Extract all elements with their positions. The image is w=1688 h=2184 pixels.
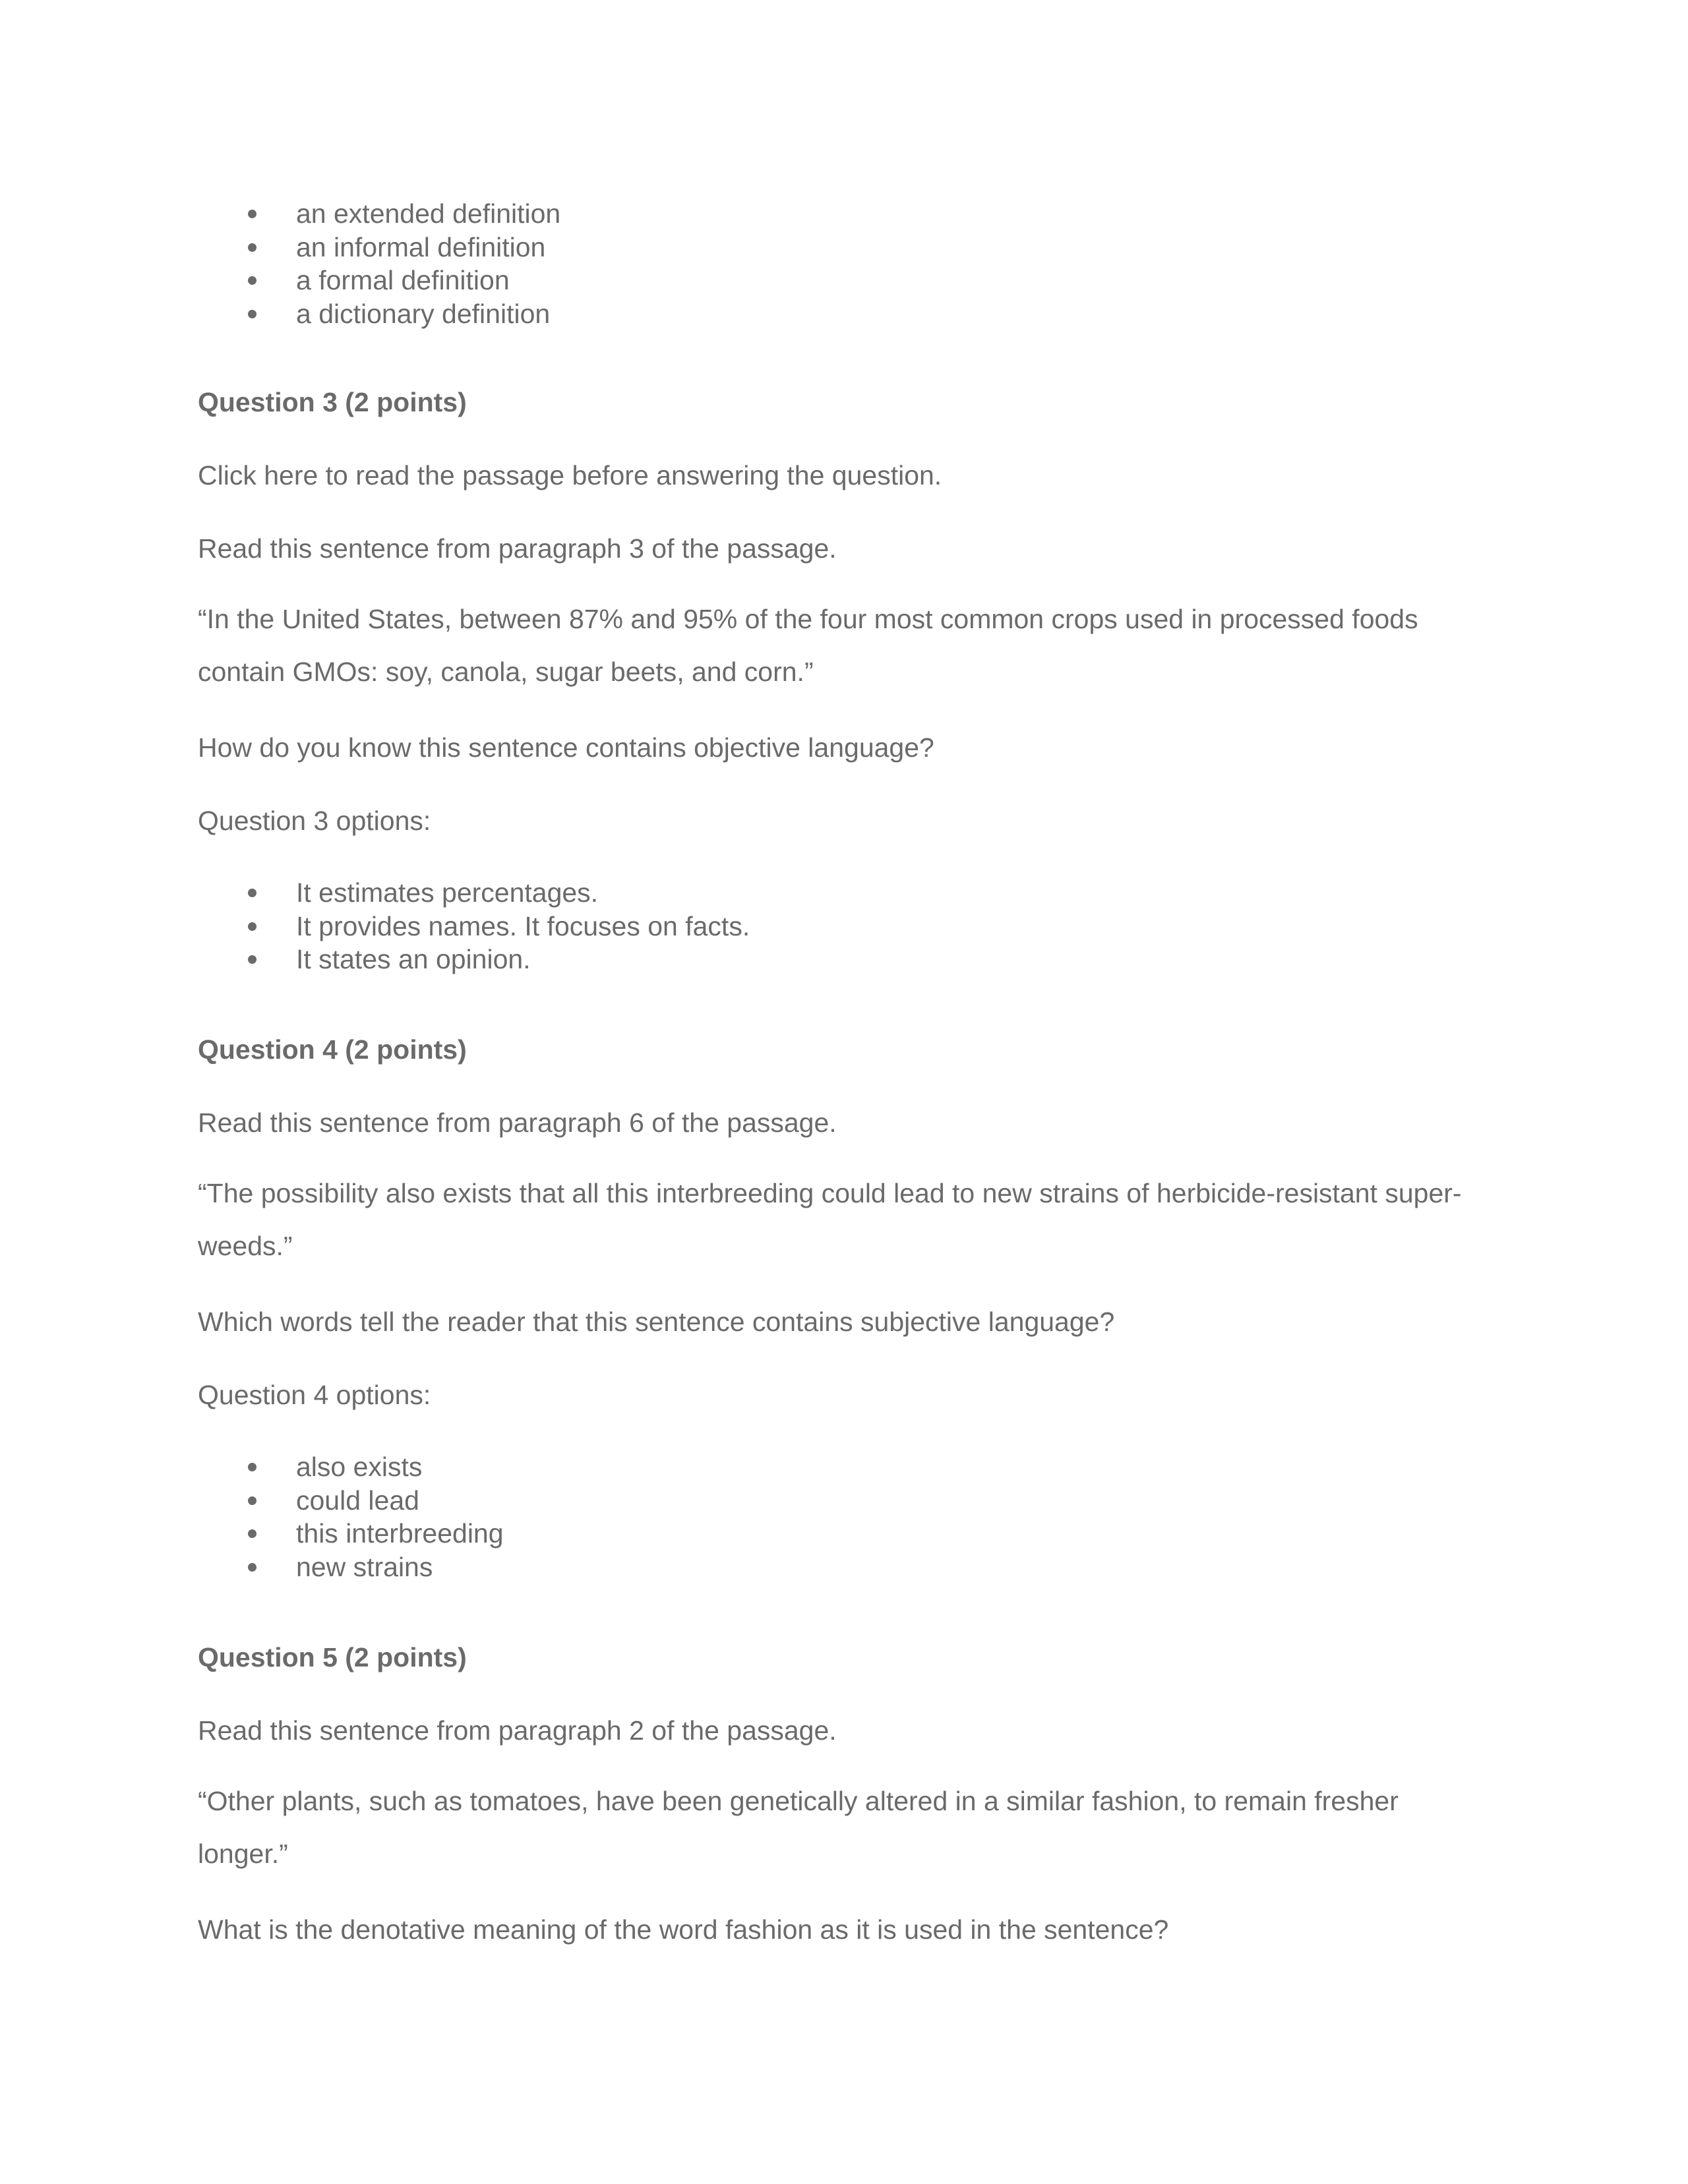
- bullet-icon: [248, 210, 256, 218]
- question-3-options-label: Question 3 options:: [198, 806, 431, 836]
- question-5-quote: “Other plants, such as tomatoes, have been genetically altered in a similar fashion, to remain fresher longer.”: [198, 1786, 1399, 1869]
- option-item[interactable]: It estimates percentages.: [198, 877, 750, 910]
- bullet-icon: [248, 310, 256, 318]
- option-item[interactable]: It states an opinion.: [198, 943, 750, 977]
- question-5-prompt: What is the denotative meaning of the word fashion as it is used in the sentence?: [198, 1914, 1169, 1945]
- question-4-prompt: Which words tell the reader that this sentence contains subjective language?: [198, 1307, 1115, 1337]
- bullet-icon: [248, 955, 256, 964]
- bullet-icon: [248, 889, 256, 897]
- bullet-icon: [248, 1563, 256, 1572]
- question-5-heading: Question 5 (2 points): [198, 1642, 467, 1672]
- question-3-heading: Question 3 (2 points): [198, 387, 467, 417]
- question-4-instruction: Read this sentence from paragraph 6 of the passage.: [198, 1107, 837, 1138]
- question-3-instruction: Read this sentence from paragraph 3 of the passage.: [198, 533, 837, 564]
- option-item[interactable]: an extended definition: [198, 198, 560, 231]
- bullet-icon: [248, 1529, 256, 1538]
- bullet-icon: [248, 1496, 256, 1505]
- option-item[interactable]: also exists: [198, 1451, 504, 1485]
- option-item[interactable]: a formal definition: [198, 264, 560, 298]
- option-item[interactable]: this interbreeding: [198, 1518, 504, 1551]
- option-item[interactable]: It provides names. It focuses on facts.: [198, 910, 750, 944]
- option-item[interactable]: a dictionary definition: [198, 298, 560, 332]
- question-4-options-label: Question 4 options:: [198, 1380, 431, 1410]
- question-4-heading: Question 4 (2 points): [198, 1034, 467, 1065]
- bullet-icon: [248, 1463, 256, 1471]
- option-item[interactable]: could lead: [198, 1485, 504, 1518]
- bullet-icon: [248, 922, 256, 931]
- question-4-quote: “The possibility also exists that all this interbreeding could lead to new strains of herbicide-resistant super-weeds.”: [198, 1178, 1462, 1261]
- bullet-icon: [248, 276, 256, 285]
- question-3-quote: “In the United States, between 87% and 95% of the four most common crops used in processed foods contain GMOs: soy, canola, sugar beets, and corn.”: [198, 604, 1418, 687]
- option-item[interactable]: new strains: [198, 1551, 504, 1585]
- passage-link[interactable]: Click here to read the passage before answering the question.: [198, 460, 942, 490]
- question-4-options: [198, 1451, 504, 1584]
- question-5-instruction: Read this sentence from paragraph 2 of the passage.: [198, 1715, 837, 1746]
- option-item[interactable]: an informal definition: [198, 231, 560, 265]
- question-3-options: [198, 877, 750, 977]
- question-3-prompt: How do you know this sentence contains objective language?: [198, 732, 934, 763]
- bullet-icon: [248, 243, 256, 252]
- previous-question-options: [198, 198, 560, 331]
